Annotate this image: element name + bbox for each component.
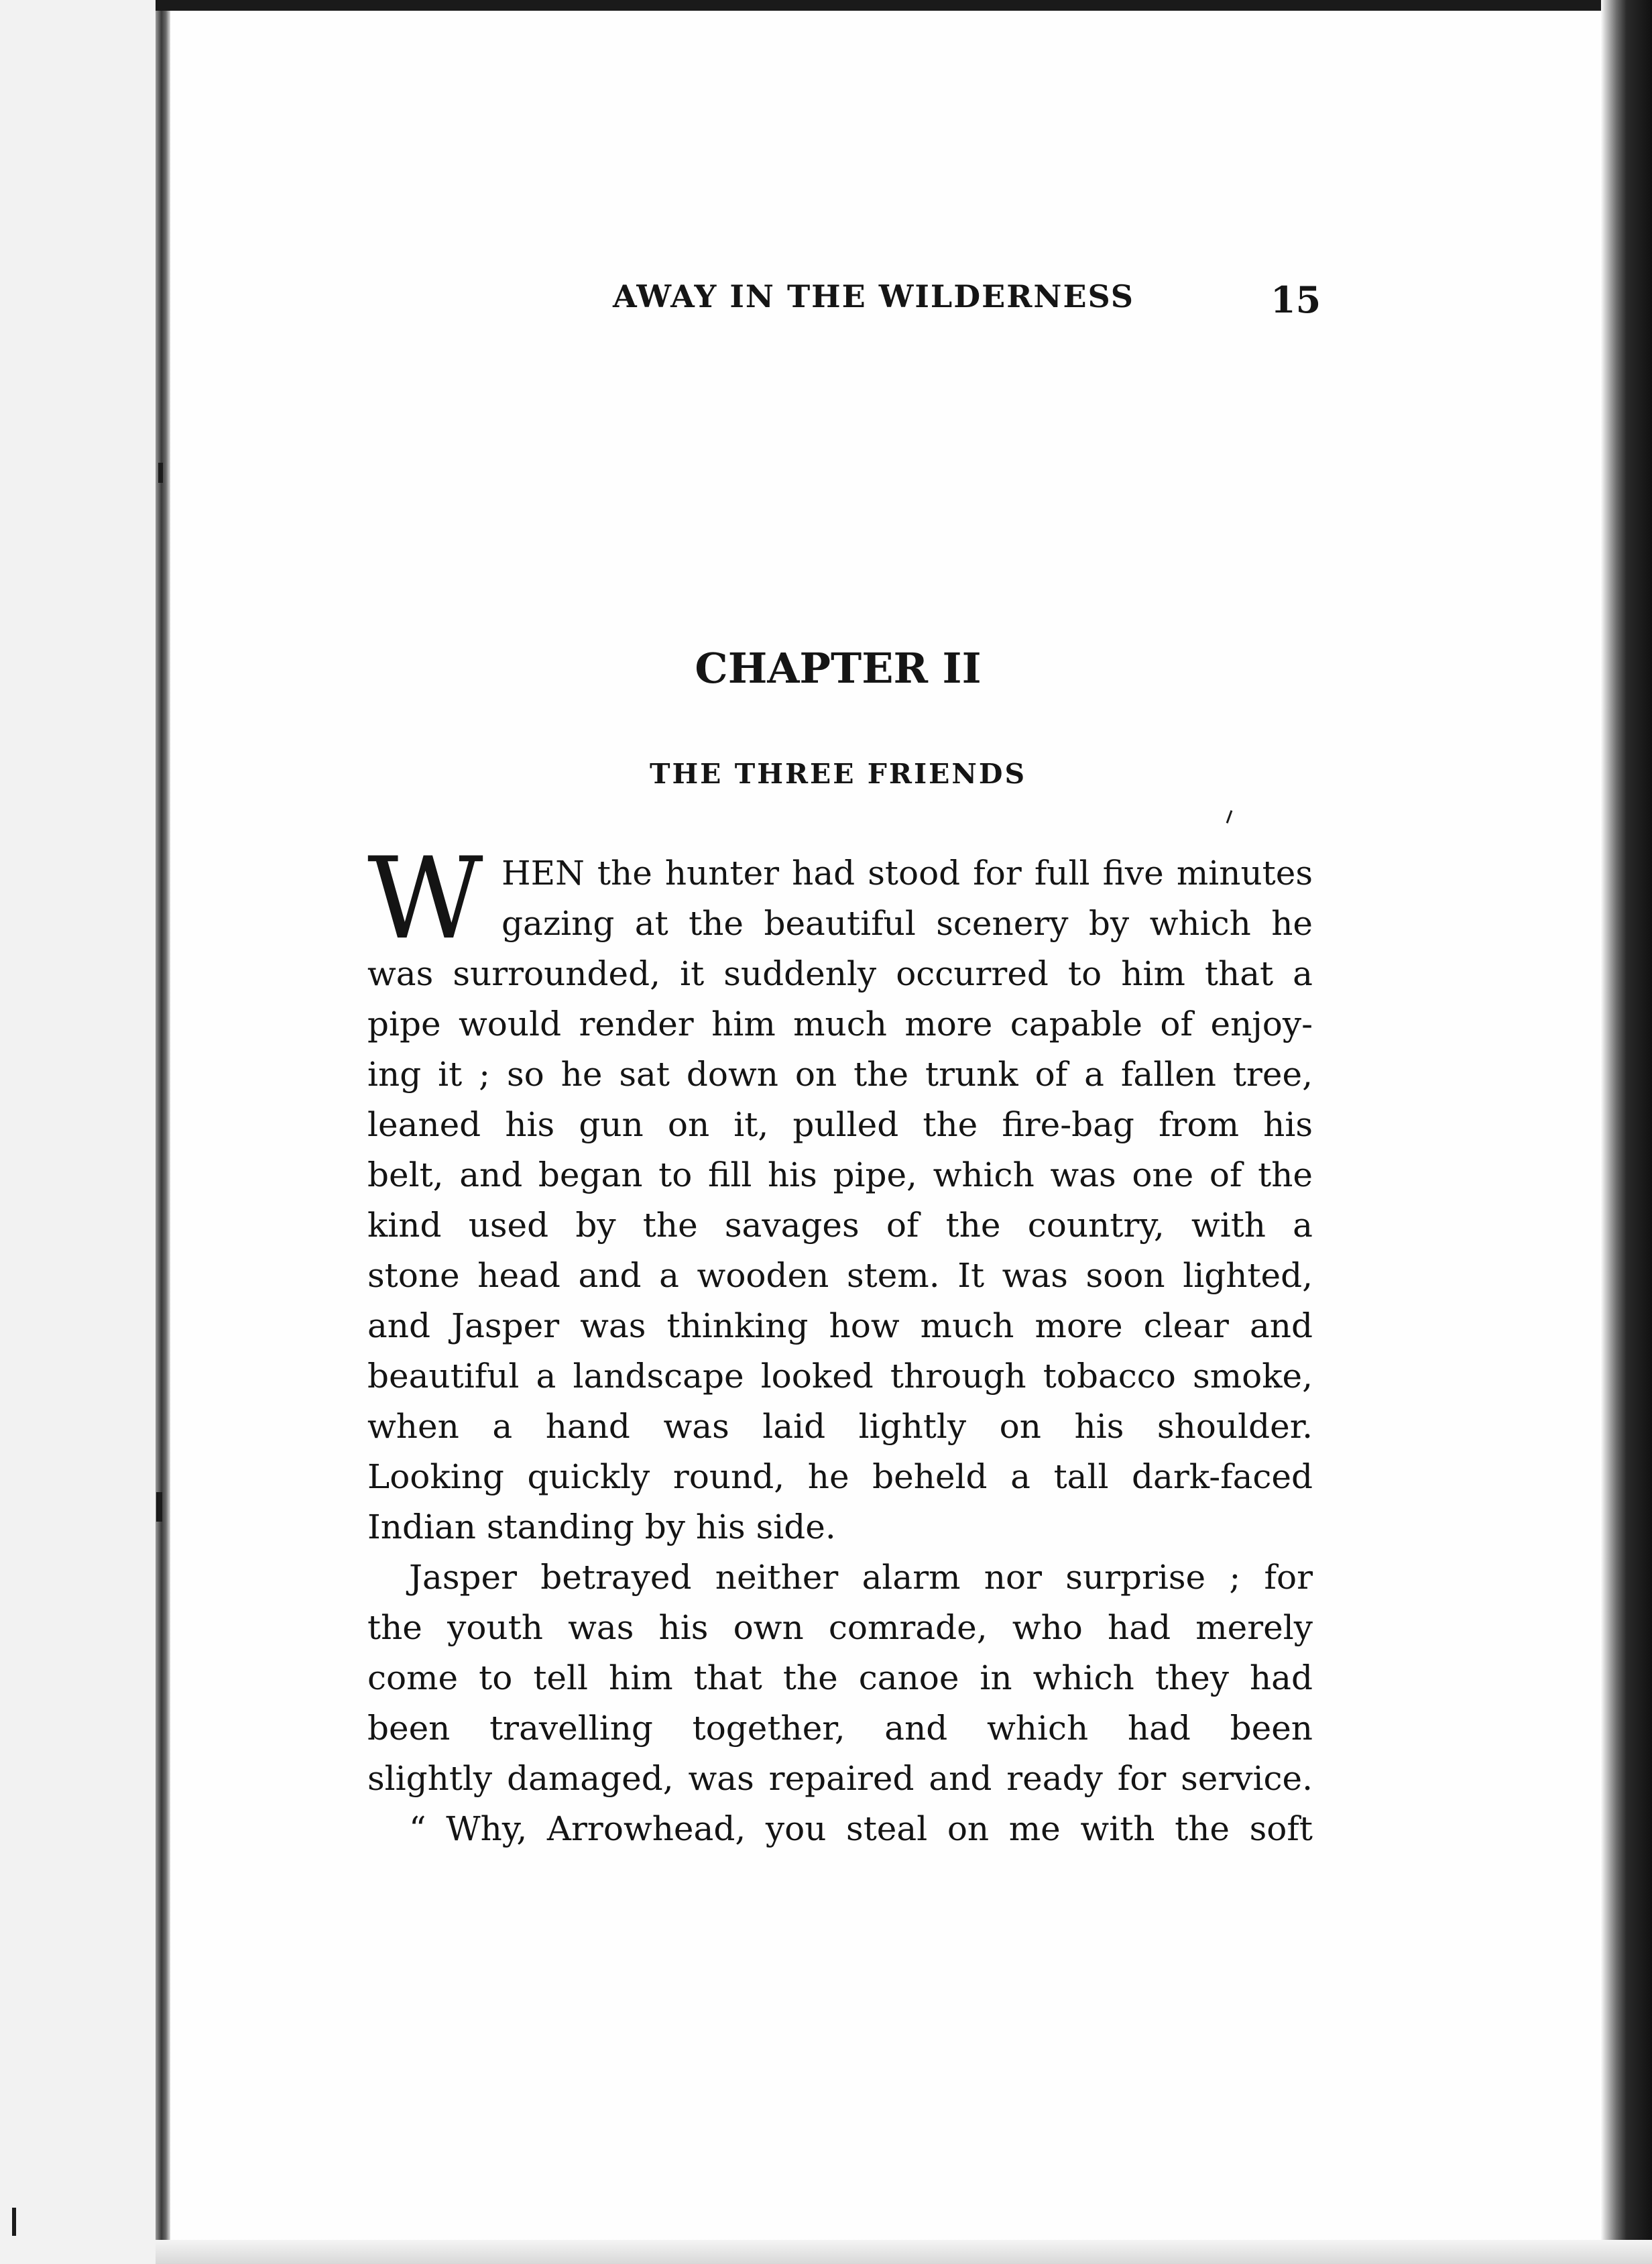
- top-scan-border: [156, 0, 1652, 11]
- text-line: leaned his gun on it, pulled the fire-bag from his: [367, 1105, 1313, 1144]
- text-line: “ Why, Arrowhead, you steal on me with the soft: [409, 1809, 1313, 1848]
- page-number: 15: [1271, 278, 1321, 321]
- text-line: gazing at the beautiful scenery by which he: [501, 904, 1313, 943]
- text-line: Jasper betrayed neither alarm nor surprise ; for: [409, 1558, 1313, 1597]
- text-line: and Jasper was thinking how much more clear and: [367, 1306, 1313, 1345]
- scan-speck: [156, 1492, 162, 1522]
- text-line: when a hand was laid lightly on his shoulder.: [367, 1407, 1313, 1446]
- text-line: Looking quickly round, he beheld a tall dark-faced: [367, 1457, 1313, 1496]
- text-line: been travelling together, and which had been: [367, 1709, 1313, 1748]
- body-text: [367, 833, 1313, 1854]
- scan-speck: [158, 463, 163, 483]
- chapter-subtitle: THE THREE FRIENDS: [649, 758, 1027, 790]
- text-line: HEN the hunter had stood for full five minutes: [501, 854, 1313, 893]
- text-line: pipe would render him much more capable of enjoy-: [367, 1005, 1313, 1043]
- text-line: was surrounded, it suddenly occurred to him that a: [367, 954, 1313, 993]
- text-line: stone head and a wooden stem. It was soon lighted,: [367, 1256, 1313, 1295]
- text-line: beautiful a landscape looked through tobacco smoke,: [367, 1357, 1313, 1396]
- text-line: ing it ; so he sat down on the trunk of a fallen tree,: [367, 1055, 1313, 1094]
- running-head: AWAY IN THE WILDERNESS: [613, 278, 1134, 315]
- chapter-title: CHAPTER II: [695, 644, 982, 693]
- page-fore-edge: [1601, 0, 1652, 2264]
- text-line: slightly damaged, was repaired and ready for service.: [367, 1759, 1313, 1798]
- bottom-page-margin: [156, 2240, 1652, 2264]
- text-line: the youth was his own comrade, who had merely: [367, 1608, 1313, 1647]
- text-line: belt, and began to fill his pipe, which was one of the: [367, 1155, 1313, 1194]
- scan-speck: [12, 2208, 16, 2236]
- text-line: Indian standing by his side.: [367, 1508, 836, 1546]
- text-line: kind used by the savages of the country, with a: [367, 1206, 1313, 1245]
- scan-speck: [1226, 810, 1233, 824]
- drop-cap-letter: W: [367, 833, 483, 964]
- text-line: come to tell him that the canoe in which they had: [367, 1658, 1313, 1697]
- book-gutter: [156, 0, 170, 2264]
- facing-page-edge: [0, 0, 156, 2264]
